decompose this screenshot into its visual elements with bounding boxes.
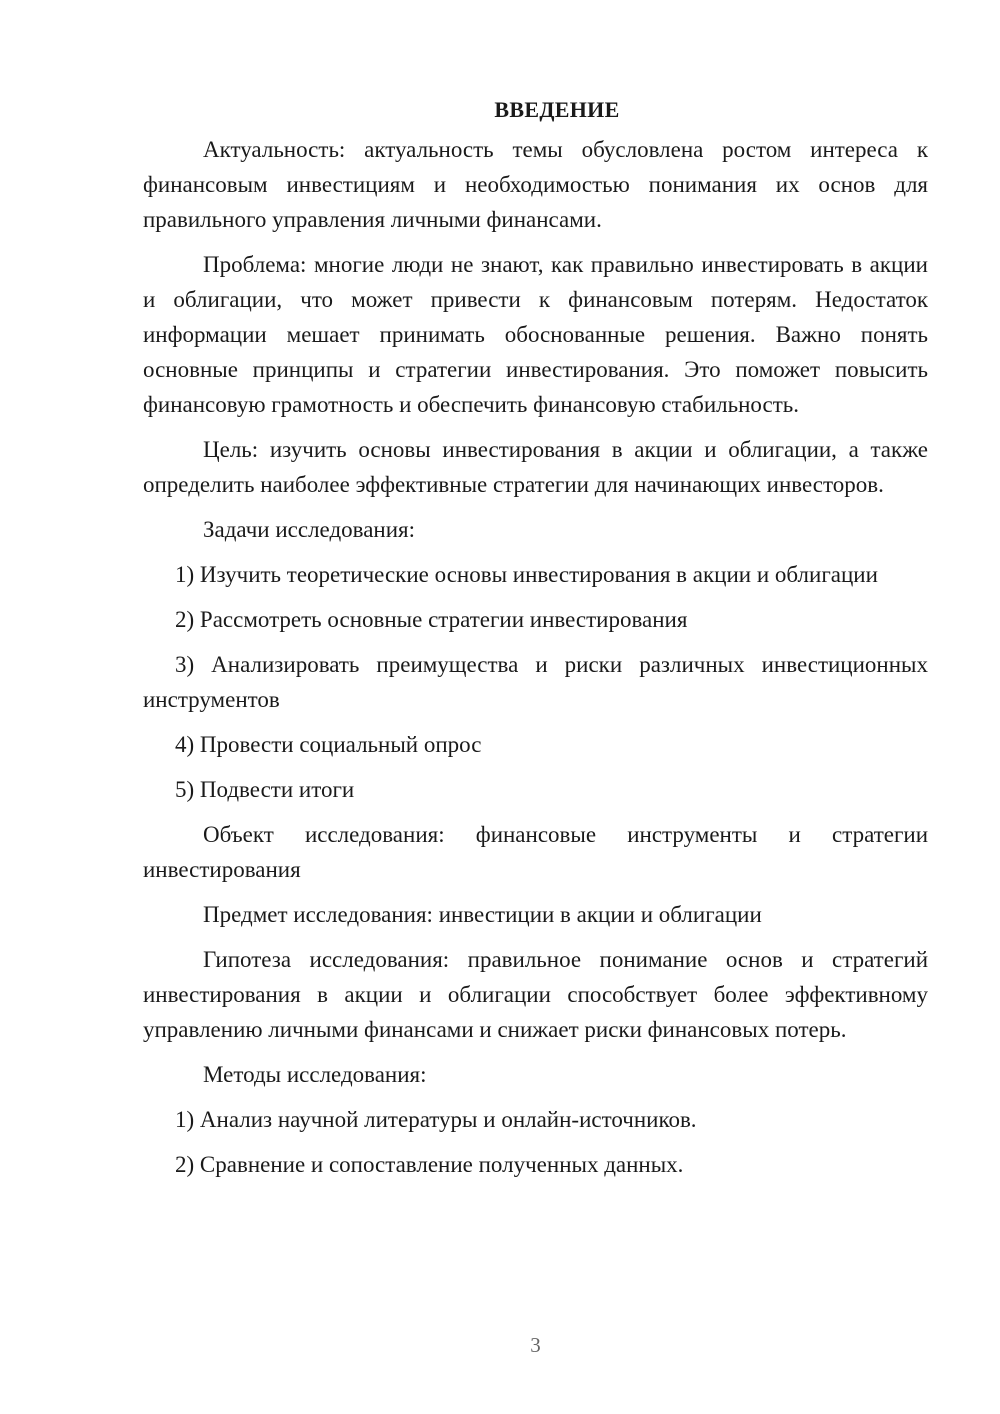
- page-title: ВВЕДЕНИЕ: [494, 97, 620, 122]
- relevance-paragraph: Актуальность: актуальность темы обусловлена ростом интереса к финансовым инвестициям и необходимостью понимания их основ для правильного управления личными финансами.: [143, 137, 928, 232]
- task-item: 5) Подвести итоги: [175, 777, 355, 802]
- object-paragraph: Объект исследования: финансовые инструменты и стратегии инвестирования: [143, 822, 928, 882]
- hypothesis-paragraph: Гипотеза исследования: правильное понимание основ и стратегий инвестирования в акции и облигации способствует более эффективному управлению личными финансами и снижает риски финансовых потерь.: [143, 947, 928, 1042]
- method-item: 1) Анализ научной литературы и онлайн-источников.: [175, 1107, 697, 1132]
- problem-paragraph: Проблема: многие люди не знают, как правильно инвестировать в акции и облигации, что может привести к финансовым потерям. Недостаток информации мешает принимать обоснованные решения. Важно понять основные принципы и стратегии инвестирования. Это поможет повысить финансовую грамотность и обеспечить финансовую стабильность.: [143, 252, 928, 417]
- goal-paragraph: Цель: изучить основы инвестирования в акции и облигации, а также определить наиболее эффективные стратегии для начинающих инвесторов.: [143, 437, 928, 497]
- page-number: 3: [530, 1333, 541, 1357]
- task-item: 2) Рассмотреть основные стратегии инвестирования: [175, 607, 688, 632]
- task-item: 1) Изучить теоретические основы инвестирования в акции и облигации: [175, 562, 878, 587]
- subject-paragraph: Предмет исследования: инвестиции в акции и облигации: [203, 902, 762, 927]
- methods-heading: Методы исследования:: [203, 1062, 427, 1087]
- method-item: 2) Сравнение и сопоставление полученных данных.: [175, 1152, 684, 1177]
- task-item: 3) Анализировать преимущества и риски различных инвестиционных инструментов: [143, 652, 928, 712]
- tasks-heading: Задачи исследования:: [203, 517, 416, 542]
- task-item: 4) Провести социальный опрос: [175, 732, 482, 757]
- document-body: [143, 92, 928, 1192]
